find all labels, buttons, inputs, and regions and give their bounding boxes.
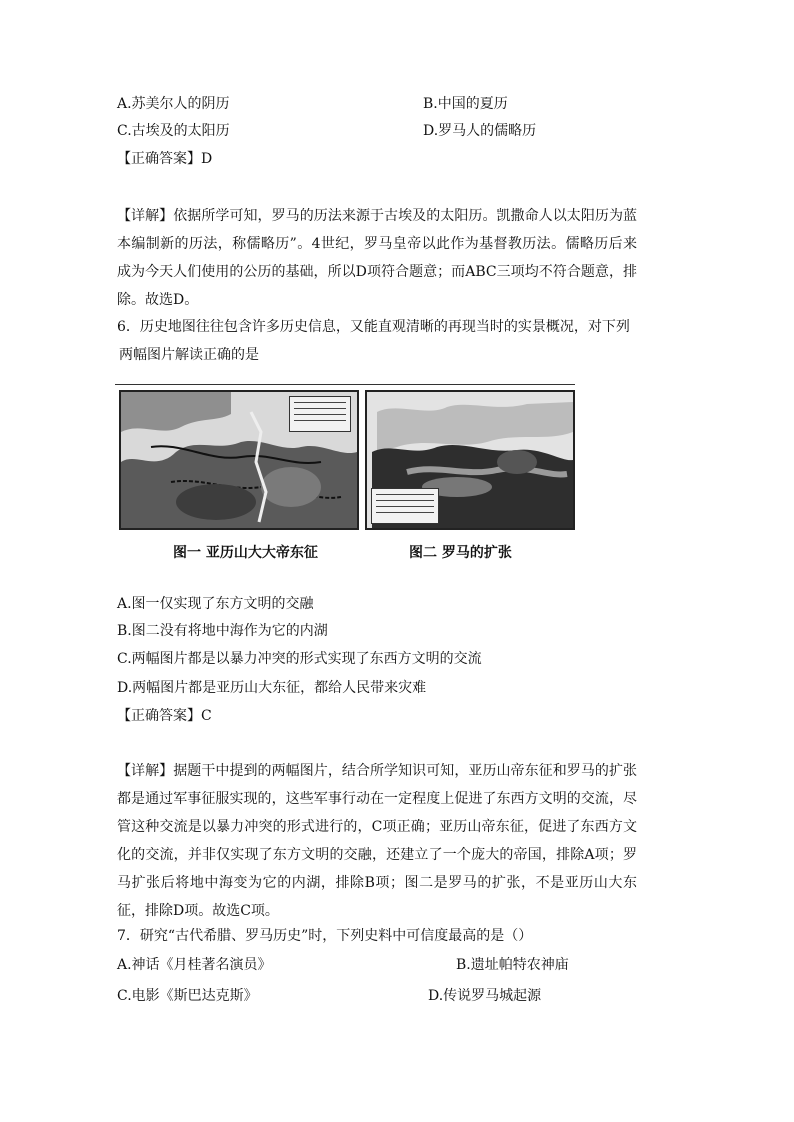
q5-detail: 【详解】依据所学可知，罗马的历法来源于古埃及的太阳历。凯撒命人以太阳历为蓝本编制新的历法，称儒略历”。4世纪，罗马皇帝以此作为基督教历法。儒略历后来成为今天人们使用的公历的基础，所以D项符合题意；而ABC三项均不符合题意，排除。故选D。 <box>117 208 637 308</box>
q5-answer: 【正确答案】D <box>117 151 213 167</box>
q7-option-d: D.传说罗马城起源 <box>428 988 542 1004</box>
q5-option-b: B.中国的夏历 <box>423 96 508 112</box>
q6-option-c: C.两幅图片都是以暴力冲突的形式实现了东西方文明的交流 <box>117 651 482 667</box>
fig2-caption: 图二 罗马的扩张 <box>409 545 512 561</box>
q7-option-a: A.神话《月桂著名演员》 <box>117 957 272 973</box>
q6-stem-line2: 两幅图片解读正确的是 <box>119 347 259 363</box>
map-alexander-conquest <box>119 390 359 530</box>
q5-option-a: A.苏美尔人的阴历 <box>117 96 230 112</box>
q6-figure <box>115 382 577 572</box>
q6-stem-line1: 6．历史地图往往包含许多历史信息，又能直观清晰的再现当时的实景概况，对下列 <box>117 319 630 335</box>
q6-option-b: B.图二没有将地中海作为它的内湖 <box>117 623 328 639</box>
q5-option-d: D.罗马人的儒略历 <box>423 123 537 139</box>
fig1-caption: 图一 亚历山大大帝东征 <box>173 545 318 561</box>
q5-option-c: C.古埃及的太阳历 <box>117 123 230 139</box>
q6-detail: 【详解】据题干中提到的两幅图片，结合所学知识可知，亚历山帝东征和罗马的扩张都是通过军事征服实现的，这些军事行动在一定程度上促进了东西方文明的交流，尽管这种交流是以暴力冲突的形式进行的，C项正确；亚历山帝东征，促进了东西方文化的交流，并非仅实现了东方文明的交融，还建立了一个庞大的帝国，排除A项；罗马扩张后将地中海变为它的内湖，排除B项；图二是罗马的扩张，不是亚历山大东征，排除D项。故选C项。 <box>117 763 637 919</box>
map-roman-expansion <box>365 390 575 530</box>
q6-option-d: D.两幅图片都是亚历山大东征，都给人民带来灾难 <box>117 680 427 696</box>
map1-legend <box>289 396 351 432</box>
q7-option-b: B.遗址帕特农神庙 <box>456 957 569 973</box>
q7-option-c: C.电影《斯巴达克斯》 <box>117 988 258 1004</box>
map2-legend <box>371 488 439 524</box>
q6-answer: 【正确答案】C <box>117 708 212 724</box>
q6-option-a: A.图一仅实现了东方文明的交融 <box>117 596 314 612</box>
figure-top-rule <box>115 384 575 385</box>
q7-stem: 7．研究“古代希腊、罗马历史”时，下列史料中可信度最高的是（） <box>117 928 533 944</box>
